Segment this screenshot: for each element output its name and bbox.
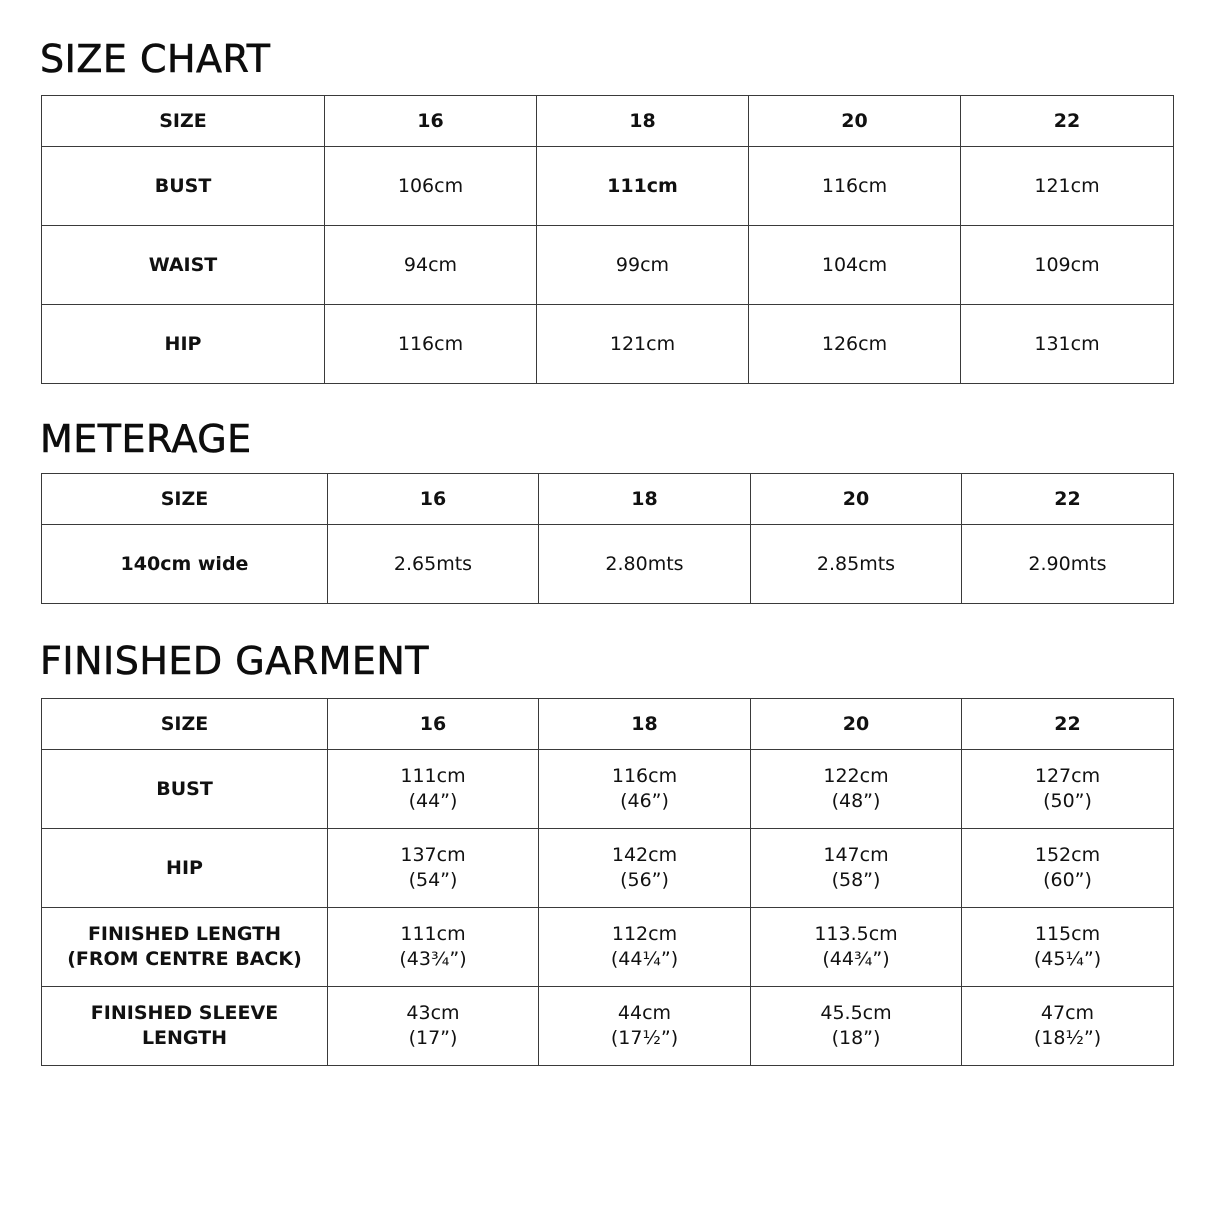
row-label: 140cm wide [42,525,328,604]
value-inches: (48”) [831,790,881,812]
value-cm: 127cm [1034,765,1101,787]
header-cell-16: 16 [328,699,539,750]
value-inches: (45¼”) [1033,948,1102,970]
row-label: HIP [42,305,325,384]
row-label-line: FINISHED LENGTH [87,923,282,945]
table-cell: 116cm [749,147,961,226]
value-inches: (44”) [408,790,458,812]
table-cell [751,829,962,908]
value-cm: 113.5cm [814,923,898,945]
value-cm: 137cm [400,844,466,866]
table-cell: 2.85mts [751,525,962,604]
value-cm: 116cm [611,765,678,787]
header-cell-22: 22 [962,474,1174,525]
value-inches: (58”) [831,869,881,891]
finished-garment-title: FINISHED GARMENT [40,639,430,683]
table-cell [962,829,1174,908]
value-cm: 152cm [1034,844,1101,866]
table-cell: 121cm [537,305,749,384]
value-cm: 142cm [611,844,678,866]
table-cell: 2.65mts [328,525,539,604]
table-cell: 99cm [537,226,749,305]
table-cell-emphasized: 111cm [537,147,749,226]
value-cm: 111cm [400,923,466,945]
row-label: WAIST [42,226,325,305]
table-row-hip [42,305,1174,384]
value-cm: 122cm [823,765,889,787]
table-cell: 106cm [325,147,537,226]
table-cell [328,908,539,987]
value-inches: (54”) [408,869,458,891]
table-row-finished-length [42,908,1174,987]
value-cm: 147cm [823,844,889,866]
table-row-bust [42,147,1174,226]
row-label: BUST [42,147,325,226]
row-label [42,908,328,987]
table-cell: 94cm [325,226,537,305]
row-label [42,829,328,908]
value-inches: (46”) [620,790,669,812]
value-cm: 111cm [400,765,466,787]
header-cell-size: SIZE [42,699,328,750]
table-cell [539,750,751,829]
header-cell-size: SIZE [42,96,325,147]
finished-header-row [42,699,1174,750]
row-label [42,750,328,829]
table-cell [328,829,539,908]
table-cell [751,987,962,1066]
header-cell-22: 22 [962,699,1174,750]
table-cell: 121cm [961,147,1174,226]
header-cell-20: 20 [751,699,962,750]
value-inches: (50”) [1043,790,1092,812]
table-cell [751,908,962,987]
header-cell-22: 22 [961,96,1174,147]
header-cell-20: 20 [749,96,961,147]
value-inches: (43¾”) [399,948,467,970]
meterage-title: METERAGE [40,417,252,461]
table-row-waist [42,226,1174,305]
header-cell-size: SIZE [42,474,328,525]
table-cell [328,750,539,829]
table-cell [962,987,1174,1066]
table-cell [539,987,751,1066]
table-cell: 126cm [749,305,961,384]
row-label-line: (FROM CENTRE BACK) [67,948,302,970]
row-label-line: BUST [156,777,213,800]
value-cm: 45.5cm [820,1002,892,1024]
row-label [42,987,328,1066]
value-cm: 44cm [617,1002,672,1024]
header-cell-18: 18 [537,96,749,147]
size-chart-title: SIZE CHART [40,37,271,81]
table-row-finished-sleeve-length [42,987,1174,1066]
value-inches: (17½”) [610,1027,679,1049]
finished-garment-table [41,698,1174,1066]
table-cell: 109cm [961,226,1174,305]
table-cell: 116cm [325,305,537,384]
row-label-line: HIP [166,856,203,879]
header-cell-16: 16 [328,474,539,525]
size-chart-header-row [42,96,1174,147]
value-inches: (17”) [408,1027,458,1049]
table-cell: 104cm [749,226,961,305]
meterage-table [41,473,1174,604]
table-cell [539,908,751,987]
header-cell-18: 18 [539,474,751,525]
header-cell-18: 18 [539,699,751,750]
value-cm: 43cm [406,1002,460,1024]
table-cell: 2.90mts [962,525,1174,604]
table-cell [539,829,751,908]
row-label-line: LENGTH [141,1027,228,1049]
row-label-line: FINISHED SLEEVE [90,1002,279,1024]
table-row-hip [42,829,1174,908]
value-cm: 47cm [1040,1002,1095,1024]
table-cell [328,987,539,1066]
value-inches: (18½”) [1033,1027,1102,1049]
value-inches: (44¾”) [822,948,890,970]
value-inches: (18”) [831,1027,881,1049]
header-cell-16: 16 [325,96,537,147]
table-cell [751,750,962,829]
table-cell: 131cm [961,305,1174,384]
table-cell: 2.80mts [539,525,751,604]
value-inches: (56”) [620,869,669,891]
header-cell-20: 20 [751,474,962,525]
value-inches: (60”) [1043,869,1092,891]
size-chart-table [41,95,1174,384]
value-inches: (44¼”) [610,948,679,970]
meterage-header-row [42,474,1174,525]
table-row-fabric-width [42,525,1174,604]
table-cell [962,750,1174,829]
value-cm: 115cm [1034,923,1101,945]
value-cm: 112cm [611,923,678,945]
table-cell [962,908,1174,987]
table-row-bust [42,750,1174,829]
